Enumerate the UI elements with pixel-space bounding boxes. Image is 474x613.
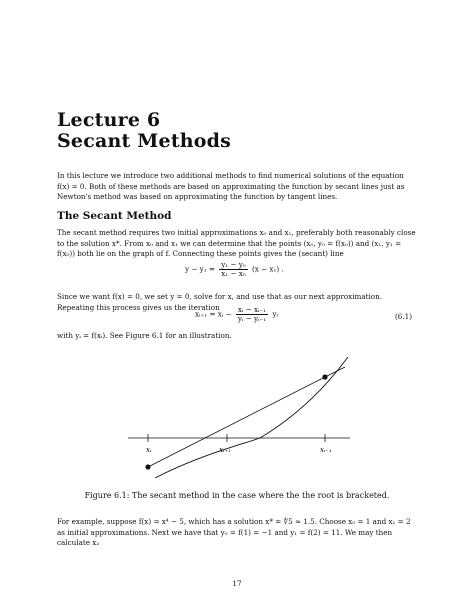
label-x-i-minus-1: xᵢ₋₁ [320, 446, 332, 454]
lecture-title: Secant Methods [57, 130, 232, 152]
secant-paragraph-3-text: with yᵢ = f(xᵢ). See Figure 6.1 for an illustration. [57, 331, 232, 340]
eq1-lhs: y − y₁ = [185, 264, 215, 274]
secant-paragraph-2-text: Since we want f(x) = 0, we set y = 0, solve for x, and use that as our next approximation. Repeating this process gives us the iteration [57, 292, 383, 312]
eq2-lhs: xᵢ₊₁ = xᵢ − [195, 309, 232, 319]
intro-text: In this lecture we introduce two additional methods to find numerical solutions of the equation f(x) = 0. Both of these methods are based on approximating the function by secant lines just as Newton's method was based on approximating the function by tangent lines. [57, 171, 405, 202]
eq1-numerator: y₁ − y₀ [221, 260, 246, 269]
eq2-numerator: xᵢ − xᵢ₋₁ [237, 305, 267, 314]
secant-line-extension [325, 367, 345, 377]
eq2-rhs: yᵢ [272, 309, 278, 319]
function-curve [155, 357, 348, 478]
section-heading: The Secant Method [57, 210, 172, 222]
secant-line [148, 377, 325, 467]
eq2-denominator: yᵢ − yᵢ₋₁ [237, 314, 267, 323]
figure-caption: Figure 6.1: The secant method in the case where the the root is bracketed. [84, 491, 390, 500]
label-x-i: xᵢ [146, 446, 152, 454]
point-i [145, 464, 150, 469]
point-i-minus-1 [322, 374, 327, 379]
eq1-denominator: x₁ − x₀ [221, 269, 246, 278]
lecture-number: Lecture 6 [57, 109, 161, 131]
page-number: 17 [232, 579, 242, 588]
example-text: For example, suppose f(x) = x⁴ − 5, which has a solution x* = ∜5 ≈ 1.5. Choose x₀ = 1 and x₁ = 2 as initial approximations. Next we have that y₀ = f(1) = −1 and y₁ = f(2) = 11. We may then calculate x₂ [57, 517, 411, 548]
label-x-i-plus-1: xᵢ₊₁ [219, 446, 231, 454]
secant-paragraph-1-text: The secant method requires two initial approximations x₀ and x₁, preferably both reasonably close to the solution x*. From x₀ and x₁ we can determine that the points (x₀, y₀ = f(x₀)) and (x₁, y₁ = f(x₀)) both lie on the graph of f. Connecting these points gives the (secant) line [57, 228, 416, 259]
equation-number: (6.1) [395, 312, 413, 321]
example-paragraph [57, 517, 417, 549]
eq1-rhs: (x − x₁) . [251, 264, 284, 274]
